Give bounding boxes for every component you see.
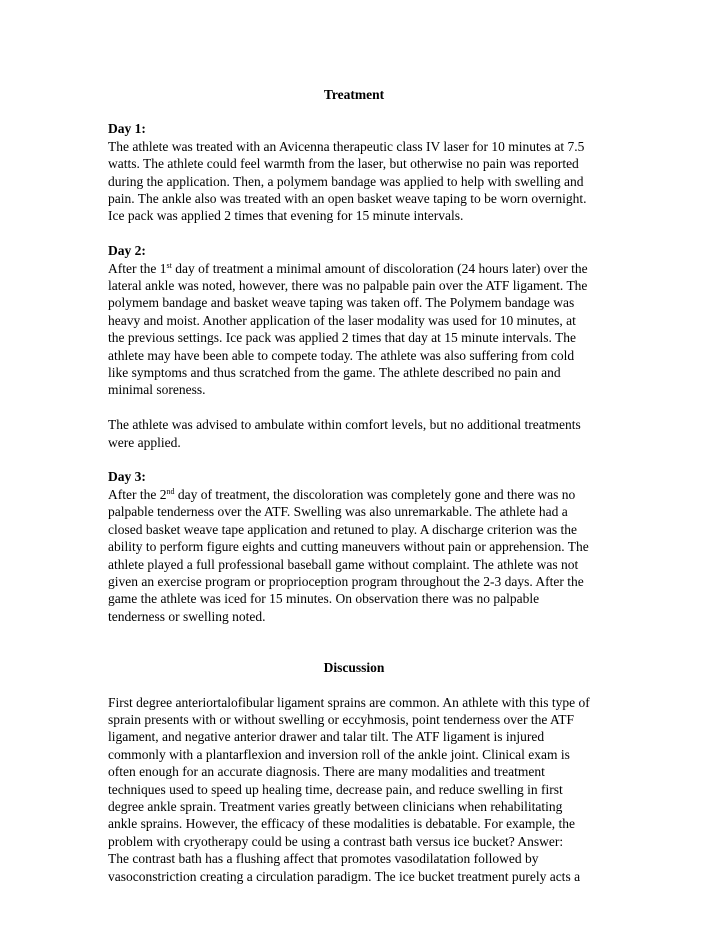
day2-intro-after: day of treatment a minimal amount of discoloration (24 hours later) over the	[171, 260, 588, 276]
day1-paragraph: The athlete was treated with an Avicenna therapeutic class IV laser for 10 minutes at 7.5 watts. The athlete could feel warmth from the laser, but otherwise no pain was reported during the application. Then, a polymem bandage was applied to help with swelling and pain. The ankle also was treated with an open basket weave taping to be worn overnight. Ice pack was applied 2 times that evening for 15 minute intervals.	[108, 138, 587, 224]
day2-heading: Day 2:	[108, 243, 146, 259]
day1-heading: Day 1:	[108, 121, 146, 137]
day2-ordinal-suffix: st	[166, 260, 172, 270]
day3-intro-after: day of treatment, the discoloration was completely gone and there was no	[174, 486, 576, 502]
discussion-title: Discussion	[323, 660, 385, 676]
day2-intro-before: After the 1	[108, 260, 167, 276]
day2-advice-paragraph: The athlete was advised to ambulate within comfort levels, but no additional treatments were applied.	[108, 417, 581, 450]
document-content	[108, 86, 600, 885]
day2-intro-line	[108, 260, 600, 277]
day3-paragraph: palpable tenderness over the ATF. Swelling was also unremarkable. The athlete had a closed basket weave tape application and retuned to play. A discharge criterion was the ability to perform figure eights and cutting maneuvers without pain or apprehension. The athlete played a full professional baseball game without complaint. The athlete was not given an exercise program or proprioception program throughout the 2-3 days. After the game the athlete was iced for 15 minutes. On observation there was no palpable tenderness or swelling noted.	[108, 504, 589, 624]
discussion-paragraph: First degree anteriortalofibular ligament sprains are common. An athlete with this type of sprain presents with or without swelling or eccyhmosis, point tenderness over the ATF ligament, and negative anterior drawer and talar tilt. The ATF ligament is injured commonly with a plantarflexion and inversion roll of the ankle joint. Clinical exam is often enough for an accurate diagnosis. There are many modalities and treatment techniques used to speed up healing time, decrease pain, and reduce swelling in first degree ankle sprain. Treatment varies greatly between clinicians when rehabilitating ankle sprains. However, the efficacy of these modalities is debatable. For example, the problem with cryotherapy could be using a contrast bath versus ice bucket? Answer: The contrast bath has a flushing affect that promotes vasodilatation followed by vasoconstriction creating a circulation paradigm. The ice bucket treatment purely acts a	[108, 694, 590, 884]
day3-ordinal-suffix: nd	[166, 486, 175, 496]
day3-section	[108, 468, 600, 625]
spacer	[108, 451, 600, 468]
day2-paragraph: lateral ankle was noted, however, there was no palpable pain over the ATF ligament. The polymem bandage and basket weave taping was taken off. The Polymem bandage was heavy and moist. Another application of the laser modality was used for 10 minutes, at the previous settings. Ice pack was applied 2 times that day at 15 minute intervals. The athlete may have been able to compete today. The athlete was also suffering from cold like symptoms and thus scratched from the game. The athlete described no pain and minimal soreness.	[108, 278, 588, 398]
day1-section	[108, 120, 600, 224]
spacer	[108, 399, 600, 416]
day2-section	[108, 242, 600, 451]
treatment-title: Treatment	[323, 87, 385, 102]
day3-intro-line	[108, 486, 600, 503]
day3-intro-before: After the 2	[108, 486, 167, 502]
day3-heading: Day 3:	[108, 469, 146, 485]
spacer	[108, 225, 600, 242]
